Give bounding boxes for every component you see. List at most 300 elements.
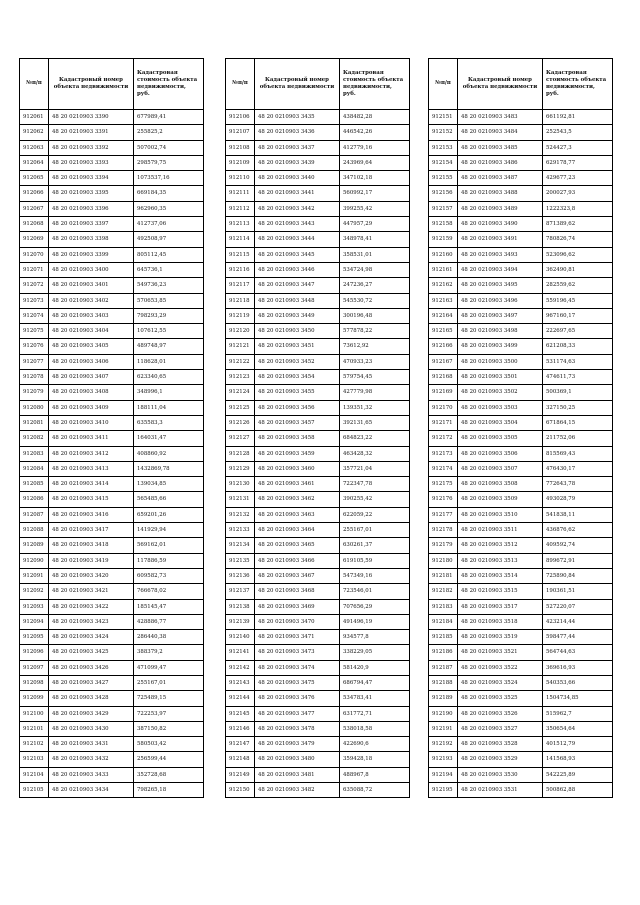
row-number: 912065 (20, 171, 49, 186)
cadastral-number: 48 20 0210903 3392 (49, 140, 134, 155)
table-row (20, 584, 204, 599)
row-number: 912147 (226, 737, 255, 752)
cadastral-number: 48 20 0210903 3507 (458, 461, 543, 476)
cadastral-number: 48 20 0210903 3444 (255, 232, 340, 247)
table-row (429, 614, 613, 629)
row-number: 912117 (226, 278, 255, 293)
cadastral-number: 48 20 0210903 3458 (255, 431, 340, 446)
cadastral-value: 1073537,16 (134, 171, 204, 186)
cadastral-number: 48 20 0210903 3524 (458, 675, 543, 690)
table-row (20, 675, 204, 690)
cadastral-number: 48 20 0210903 3411 (49, 431, 134, 446)
cadastral-number: 48 20 0210903 3457 (255, 415, 340, 430)
row-number: 912061 (20, 110, 49, 125)
cadastral-number: 48 20 0210903 3454 (255, 370, 340, 385)
cadastral-value: 286440,38 (134, 630, 204, 645)
header-row (20, 59, 204, 110)
cadastral-number: 48 20 0210903 3464 (255, 523, 340, 538)
row-number: 912168 (429, 370, 458, 385)
row-number: 912190 (429, 706, 458, 721)
cadastral-number: 48 20 0210903 3423 (49, 614, 134, 629)
cadastral-number: 48 20 0210903 3505 (458, 431, 543, 446)
table-row (429, 155, 613, 170)
row-number: 912143 (226, 675, 255, 690)
cadastral-number: 48 20 0210903 3487 (458, 171, 543, 186)
cadastral-value: 780826,74 (543, 232, 613, 247)
header-number: №п/п (226, 59, 255, 110)
table-row (429, 675, 613, 690)
cadastral-number: 48 20 0210903 3398 (49, 232, 134, 247)
cadastral-number: 48 20 0210903 3433 (49, 767, 134, 782)
row-number: 912155 (429, 171, 458, 186)
row-number: 912181 (429, 568, 458, 583)
table-row (226, 140, 410, 155)
cadastral-value: 523096,62 (543, 247, 613, 262)
row-number: 912123 (226, 370, 255, 385)
table-row (429, 232, 613, 247)
cadastral-value: 722253,97 (134, 706, 204, 721)
cadastral-number: 48 20 0210903 3407 (49, 370, 134, 385)
cadastral-number: 48 20 0210903 3436 (255, 125, 340, 140)
cadastral-value: 73612,92 (340, 339, 410, 354)
cadastral-value: 772643,78 (543, 477, 613, 492)
row-number: 912136 (226, 568, 255, 583)
cadastral-value: 491496,19 (340, 614, 410, 629)
table-row (20, 446, 204, 461)
cadastral-number: 48 20 0210903 3531 (458, 783, 543, 798)
table-row (226, 675, 410, 690)
cadastral-number: 48 20 0210903 3510 (458, 507, 543, 522)
table-row (429, 538, 613, 553)
cadastral-number: 48 20 0210903 3413 (49, 461, 134, 476)
cadastral-value: 962960,35 (134, 201, 204, 216)
table-row (429, 400, 613, 415)
table-row (20, 370, 204, 385)
cadastral-number: 48 20 0210903 3447 (255, 278, 340, 293)
cadastral-number: 48 20 0210903 3440 (255, 171, 340, 186)
table-row (20, 737, 204, 752)
row-number: 912157 (429, 201, 458, 216)
table-row (429, 415, 613, 430)
cadastral-number: 48 20 0210903 3419 (49, 553, 134, 568)
table-row (20, 171, 204, 186)
cadastral-value: 609582,73 (134, 568, 204, 583)
table-row (226, 767, 410, 782)
table-row (20, 186, 204, 201)
cadastral-number: 48 20 0210903 3527 (458, 721, 543, 736)
row-number: 912176 (429, 492, 458, 507)
cadastral-number: 48 20 0210903 3480 (255, 752, 340, 767)
row-number: 912145 (226, 706, 255, 721)
table-row (226, 339, 410, 354)
cadastral-value: 564744,63 (543, 645, 613, 660)
cadastral-value: 243969,64 (340, 155, 410, 170)
table-row (226, 538, 410, 553)
cadastral-number: 48 20 0210903 3406 (49, 354, 134, 369)
cadastral-number: 48 20 0210903 3514 (458, 568, 543, 583)
header-cadastral-value: Кадастровая стоимость объекта недвижимости, руб. (340, 59, 410, 110)
cadastral-value: 470933,23 (340, 354, 410, 369)
row-number: 912076 (20, 339, 49, 354)
table-row (429, 599, 613, 614)
row-number: 912111 (226, 186, 255, 201)
table-row (226, 354, 410, 369)
cadastral-value: 492508,97 (134, 232, 204, 247)
row-number: 912085 (20, 477, 49, 492)
cadastral-number: 48 20 0210903 3437 (255, 140, 340, 155)
cadastral-value: 661192,81 (543, 110, 613, 125)
cadastral-number: 48 20 0210903 3488 (458, 186, 543, 201)
row-number: 912079 (20, 385, 49, 400)
cadastral-number: 48 20 0210903 3467 (255, 568, 340, 583)
row-number: 912086 (20, 492, 49, 507)
cadastral-value: 255825,2 (134, 125, 204, 140)
cadastral-number: 48 20 0210903 3456 (255, 400, 340, 415)
cadastral-value: 659201,26 (134, 507, 204, 522)
cadastral-number: 48 20 0210903 3517 (458, 599, 543, 614)
cadastral-value: 934577,8 (340, 630, 410, 645)
cadastral-value: 500862,88 (543, 783, 613, 798)
table-row (429, 308, 613, 323)
cadastral-value: 534783,41 (340, 691, 410, 706)
cadastral-value: 399255,42 (340, 201, 410, 216)
table-row (429, 492, 613, 507)
row-number: 912124 (226, 385, 255, 400)
cadastral-number: 48 20 0210903 3432 (49, 752, 134, 767)
cadastral-number: 48 20 0210903 3414 (49, 477, 134, 492)
table-row (429, 324, 613, 339)
cadastral-number: 48 20 0210903 3513 (458, 553, 543, 568)
row-number: 912177 (429, 507, 458, 522)
row-number: 912174 (429, 461, 458, 476)
table-row (429, 431, 613, 446)
row-number: 912160 (429, 247, 458, 262)
cadastral-value: 635583,3 (134, 415, 204, 430)
cadastral-table-2 (225, 58, 410, 798)
cadastral-number: 48 20 0210903 3439 (255, 155, 340, 170)
cadastral-value: 255167,01 (340, 523, 410, 538)
cadastral-value: 359428,18 (340, 752, 410, 767)
cadastral-number: 48 20 0210903 3424 (49, 630, 134, 645)
cadastral-number: 48 20 0210903 3442 (255, 201, 340, 216)
cadastral-number: 48 20 0210903 3428 (49, 691, 134, 706)
cadastral-value: 474611,73 (543, 370, 613, 385)
cadastral-value: 766678,02 (134, 584, 204, 599)
row-number: 912138 (226, 599, 255, 614)
cadastral-number: 48 20 0210903 3481 (255, 767, 340, 782)
table-row (20, 415, 204, 430)
table-row (429, 125, 613, 140)
row-number: 912116 (226, 262, 255, 277)
cadastral-number: 48 20 0210903 3401 (49, 278, 134, 293)
table-row (226, 783, 410, 798)
table-row (20, 767, 204, 782)
cadastral-number: 48 20 0210903 3394 (49, 171, 134, 186)
cadastral-number: 48 20 0210903 3462 (255, 492, 340, 507)
row-number: 912071 (20, 262, 49, 277)
cadastral-value: 222697,65 (543, 324, 613, 339)
table-row (226, 232, 410, 247)
header-row (429, 59, 613, 110)
cadastral-number: 48 20 0210903 3416 (49, 507, 134, 522)
row-number: 912164 (429, 308, 458, 323)
row-number: 912126 (226, 415, 255, 430)
table-row (226, 186, 410, 201)
table-row (20, 262, 204, 277)
table-row (20, 431, 204, 446)
cadastral-number: 48 20 0210903 3483 (458, 110, 543, 125)
table-row (429, 110, 613, 125)
cadastral-number: 48 20 0210903 3495 (458, 278, 543, 293)
cadastral-number: 48 20 0210903 3445 (255, 247, 340, 262)
cadastral-value: 622059,22 (340, 507, 410, 522)
cadastral-value: 463428,32 (340, 446, 410, 461)
table-row (226, 630, 410, 645)
row-number: 912106 (226, 110, 255, 125)
row-number: 912074 (20, 308, 49, 323)
table-row (20, 400, 204, 415)
cadastral-value: 570653,85 (134, 293, 204, 308)
table-row (226, 431, 410, 446)
row-number: 912132 (226, 507, 255, 522)
cadastral-value: 188111,04 (134, 400, 204, 415)
cadastral-value: 805112,45 (134, 247, 204, 262)
table-row (429, 477, 613, 492)
row-number: 912067 (20, 201, 49, 216)
table-row (429, 262, 613, 277)
row-number: 912161 (429, 262, 458, 277)
row-number: 912192 (429, 737, 458, 752)
row-number: 912170 (429, 400, 458, 415)
cadastral-value: 338229,05 (340, 645, 410, 660)
row-number: 912156 (429, 186, 458, 201)
header-cadastral-number: Кадастровый номер объекта недвижимости (49, 59, 134, 110)
cadastral-number: 48 20 0210903 3474 (255, 660, 340, 675)
cadastral-number: 48 20 0210903 3491 (458, 232, 543, 247)
cadastral-value: 725890,84 (543, 568, 613, 583)
cadastral-value: 471099,47 (134, 660, 204, 675)
row-number: 912158 (429, 217, 458, 232)
table-row (20, 308, 204, 323)
cadastral-value: 579754,45 (340, 370, 410, 385)
table-row (20, 339, 204, 354)
cadastral-number: 48 20 0210903 3455 (255, 385, 340, 400)
row-number: 912088 (20, 523, 49, 538)
cadastral-value: 707656,29 (340, 599, 410, 614)
cadastral-value: 362490,81 (543, 262, 613, 277)
cadastral-value: 500369,1 (543, 385, 613, 400)
cadastral-value: 446542,26 (340, 125, 410, 140)
cadastral-value: 350654,64 (543, 721, 613, 736)
cadastral-number: 48 20 0210903 3426 (49, 660, 134, 675)
cadastral-number: 48 20 0210903 3400 (49, 262, 134, 277)
cadastral-number: 48 20 0210903 3460 (255, 461, 340, 476)
row-number: 912066 (20, 186, 49, 201)
table-row (20, 140, 204, 155)
table-row (226, 568, 410, 583)
cadastral-number: 48 20 0210903 3452 (255, 354, 340, 369)
row-number: 912183 (429, 599, 458, 614)
row-number: 912089 (20, 538, 49, 553)
table-row (20, 354, 204, 369)
cadastral-number: 48 20 0210903 3496 (458, 293, 543, 308)
table-row (429, 247, 613, 262)
table-row (226, 523, 410, 538)
row-number: 912095 (20, 630, 49, 645)
table-row (226, 262, 410, 277)
cadastral-number: 48 20 0210903 3482 (255, 783, 340, 798)
cadastral-value: 549736,23 (134, 278, 204, 293)
table-row (226, 278, 410, 293)
table-row (20, 247, 204, 262)
cadastral-value: 141929,94 (134, 523, 204, 538)
cadastral-number: 48 20 0210903 3476 (255, 691, 340, 706)
table-row (429, 737, 613, 752)
row-number: 912182 (429, 584, 458, 599)
table-row (429, 278, 613, 293)
cadastral-value: 358531,01 (340, 247, 410, 262)
table-row (20, 110, 204, 125)
row-number: 912150 (226, 783, 255, 798)
table-row (226, 553, 410, 568)
row-number: 912103 (20, 752, 49, 767)
row-number: 912077 (20, 354, 49, 369)
row-number: 912178 (429, 523, 458, 538)
row-number: 912195 (429, 783, 458, 798)
cadastral-number: 48 20 0210903 3521 (458, 645, 543, 660)
cadastral-value: 577878,22 (340, 324, 410, 339)
cadastral-number: 48 20 0210903 3475 (255, 675, 340, 690)
cadastral-value: 1222323,8 (543, 201, 613, 216)
row-number: 912139 (226, 614, 255, 629)
cadastral-number: 48 20 0210903 3410 (49, 415, 134, 430)
cadastral-number: 48 20 0210903 3506 (458, 446, 543, 461)
cadastral-value: 348996,1 (134, 385, 204, 400)
cadastral-value: 723546,01 (340, 584, 410, 599)
cadastral-value: 387150,82 (134, 721, 204, 736)
row-number: 912128 (226, 446, 255, 461)
table-row (429, 446, 613, 461)
row-number: 912163 (429, 293, 458, 308)
cadastral-number: 48 20 0210903 3494 (458, 262, 543, 277)
cadastral-value: 542225,89 (543, 767, 613, 782)
row-number: 912149 (226, 767, 255, 782)
table-row (20, 783, 204, 798)
row-number: 912112 (226, 201, 255, 216)
row-number: 912121 (226, 339, 255, 354)
row-number: 912186 (429, 645, 458, 660)
row-number: 912169 (429, 385, 458, 400)
row-number: 912135 (226, 553, 255, 568)
row-number: 912167 (429, 354, 458, 369)
cadastral-value: 621208,33 (543, 339, 613, 354)
cadastral-number: 48 20 0210903 3422 (49, 599, 134, 614)
cadastral-value: 476430,17 (543, 461, 613, 476)
cadastral-value: 357721,04 (340, 461, 410, 476)
cadastral-number: 48 20 0210903 3421 (49, 584, 134, 599)
cadastral-value: 493028,79 (543, 492, 613, 507)
cadastral-number: 48 20 0210903 3515 (458, 584, 543, 599)
cadastral-table-1 (19, 58, 204, 798)
table-row (429, 370, 613, 385)
cadastral-number: 48 20 0210903 3499 (458, 339, 543, 354)
row-number: 912165 (429, 324, 458, 339)
cadastral-number: 48 20 0210903 3479 (255, 737, 340, 752)
cadastral-value: 117886,59 (134, 553, 204, 568)
row-number: 912115 (226, 247, 255, 262)
table-row (429, 691, 613, 706)
cadastral-number: 48 20 0210903 3396 (49, 201, 134, 216)
row-number: 912188 (429, 675, 458, 690)
row-number: 912114 (226, 232, 255, 247)
cadastral-number: 48 20 0210903 3485 (458, 140, 543, 155)
cadastral-number: 48 20 0210903 3489 (458, 201, 543, 216)
row-number: 912162 (429, 278, 458, 293)
table-row (226, 752, 410, 767)
cadastral-value: 422690,6 (340, 737, 410, 752)
table-row (20, 507, 204, 522)
cadastral-number: 48 20 0210903 3435 (255, 110, 340, 125)
table-row (429, 201, 613, 216)
cadastral-number: 48 20 0210903 3434 (49, 783, 134, 798)
cadastral-number: 48 20 0210903 3415 (49, 492, 134, 507)
table-row (226, 415, 410, 430)
cadastral-number: 48 20 0210903 3502 (458, 385, 543, 400)
header-number: №п/п (20, 59, 49, 110)
cadastral-value: 211752,06 (543, 431, 613, 446)
cadastral-table-3 (428, 58, 613, 798)
row-number: 912152 (429, 125, 458, 140)
cadastral-value: 298579,75 (134, 155, 204, 170)
table-row (226, 645, 410, 660)
cadastral-value: 282559,62 (543, 278, 613, 293)
row-number: 912080 (20, 400, 49, 415)
table-row (429, 461, 613, 476)
table-row (20, 125, 204, 140)
row-number: 912194 (429, 767, 458, 782)
cadastral-number: 48 20 0210903 3448 (255, 293, 340, 308)
cadastral-number: 48 20 0210903 3518 (458, 614, 543, 629)
row-number: 912091 (20, 568, 49, 583)
table-row (429, 293, 613, 308)
table-row (20, 553, 204, 568)
row-number: 912120 (226, 324, 255, 339)
cadastral-value: 899672,91 (543, 553, 613, 568)
cadastral-number: 48 20 0210903 3390 (49, 110, 134, 125)
header-cadastral-number: Кадастровый номер объекта недвижимости (255, 59, 340, 110)
row-number: 912118 (226, 293, 255, 308)
row-number: 912098 (20, 675, 49, 690)
row-number: 912081 (20, 415, 49, 430)
cadastral-value: 392131,65 (340, 415, 410, 430)
table-row (20, 614, 204, 629)
cadastral-value: 247236,27 (340, 278, 410, 293)
cadastral-number: 48 20 0210903 3429 (49, 706, 134, 721)
cadastral-value: 401512,79 (543, 737, 613, 752)
cadastral-value: 967160,17 (543, 308, 613, 323)
table-row (20, 752, 204, 767)
cadastral-number: 48 20 0210903 3473 (255, 645, 340, 660)
cadastral-value: 669184,35 (134, 186, 204, 201)
cadastral-number: 48 20 0210903 3512 (458, 538, 543, 553)
table-row (226, 477, 410, 492)
row-number: 912179 (429, 538, 458, 553)
cadastral-value: 547349,16 (340, 568, 410, 583)
cadastral-number: 48 20 0210903 3391 (49, 125, 134, 140)
table-row (429, 217, 613, 232)
row-number: 912134 (226, 538, 255, 553)
row-number: 912159 (429, 232, 458, 247)
